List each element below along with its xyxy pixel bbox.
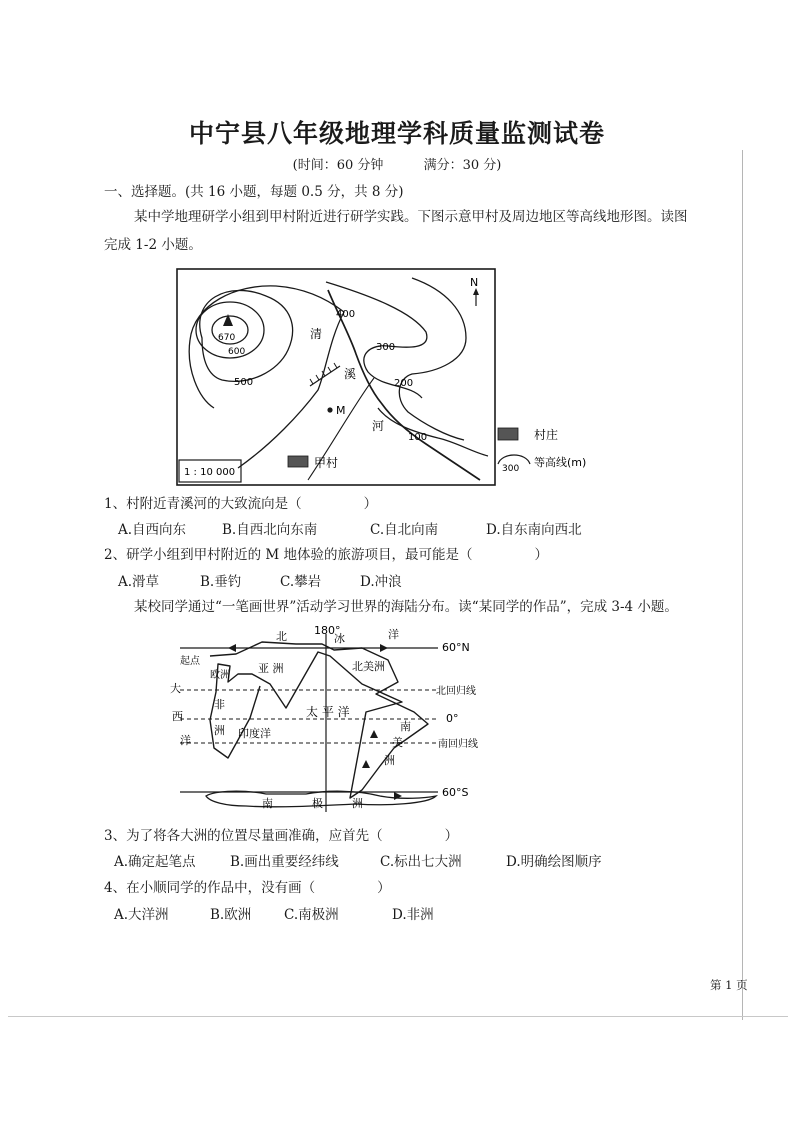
page-number: 第 1 页 — [710, 978, 748, 992]
legend-contour-label: 等高线(m) — [534, 456, 587, 469]
option-1b[interactable]: B.自西北向东南 — [222, 522, 318, 538]
question-1-close: ） — [363, 496, 378, 512]
atlantic-char-3: 洋 — [180, 734, 191, 747]
option-1d[interactable]: D.自东南向西北 — [486, 522, 582, 538]
question-4-close: ） — [377, 880, 391, 896]
scale-label: 1 : 10 000 — [184, 467, 236, 478]
option-3d[interactable]: D.明确绘图顺序 — [506, 854, 602, 870]
intro-line-1: 某中学地理研学小组到甲村附近进行研学实践。下图示意甲村及周边地区等高线地形图。读图 — [134, 209, 688, 225]
river-char-xi: 溪 — [344, 367, 357, 381]
intro-3-4: 某校同学通过“一笔画世界”活动学习世界的海陆分布。读“某同学的作品”，完成 3-4 小题。 — [134, 599, 678, 615]
point-m-label: M — [336, 404, 346, 417]
label-300: 300 — [376, 342, 396, 353]
river-char-qing: 清 — [310, 327, 323, 341]
option-4a[interactable]: A.大洋洲 — [114, 907, 169, 923]
question-4 — [104, 876, 391, 896]
lat-60s-label: 60°S — [442, 786, 469, 799]
south-america-char-2: 美 — [392, 736, 403, 749]
map-legend — [496, 424, 606, 474]
label-100: 100 — [408, 432, 428, 443]
indian-ocean-label: 印度洋 — [238, 727, 271, 740]
contour-line-400 — [189, 286, 344, 468]
africa-char-2: 洲 — [214, 724, 225, 737]
question-1 — [104, 492, 377, 512]
section-heading: 一、选择题。(共 16 小题，每题 0.5 分，共 8 分) — [104, 184, 404, 200]
arctic-char-3: 洋 — [388, 628, 399, 641]
legend-village-swatch — [498, 428, 518, 440]
tropic-s-label: 南回归线 — [438, 739, 478, 750]
exam-score: 满分：30 分) — [423, 158, 502, 173]
label-500: 500 — [234, 377, 254, 388]
antarctica-char-3: 洲 — [352, 797, 363, 810]
option-2a[interactable]: A.滑草 — [118, 574, 160, 590]
tropic-n-label: 北回归线 — [436, 686, 476, 697]
question-2 — [104, 543, 548, 563]
atlantic-char-1: 大 — [170, 682, 181, 695]
legend-contour-value: 300 — [502, 464, 520, 474]
start-label: 起点 — [180, 656, 200, 667]
option-4c[interactable]: C.南极洲 — [284, 907, 339, 923]
arctic-char-1: 北 — [276, 630, 287, 643]
page-title: 中宁县八年级地理学科质量监测试卷 — [188, 119, 605, 148]
atlantic-char-2: 西 — [172, 710, 183, 723]
village-jia-label: 甲村 — [314, 456, 339, 470]
africa-char-1: 非 — [214, 698, 225, 711]
question-4-text: 4、在小顺同学的作品中，没有画（ — [104, 880, 316, 896]
map-frame — [177, 269, 495, 485]
label-200: 200 — [394, 378, 414, 389]
south-america-char-3: 洲 — [384, 754, 395, 767]
label-670: 670 — [218, 333, 236, 343]
contour-line-200 — [399, 278, 466, 440]
intro-line-2: 完成 1-2 小题。 — [104, 237, 202, 253]
legend-village-label: 村庄 — [534, 428, 559, 442]
arrow-east-icon — [380, 644, 388, 652]
pacific-label: 太 平 洋 — [306, 705, 350, 719]
south-america-char-1: 南 — [400, 720, 411, 733]
legend-contour-swatch — [498, 455, 530, 464]
equator-label: 0° — [446, 712, 459, 725]
arrow-up-icon — [362, 760, 370, 768]
asia-label: 亚 洲 — [258, 662, 284, 675]
cliff-ticks — [310, 363, 337, 384]
north-arrow-icon — [473, 288, 479, 295]
arrow-west-icon — [228, 644, 236, 652]
meridian-180-label: 180° — [314, 624, 341, 637]
north-america-label: 北美洲 — [352, 660, 385, 673]
option-2d[interactable]: D.冲浪 — [360, 574, 402, 590]
antarctica-char-2: 极 — [312, 797, 323, 810]
question-3 — [104, 824, 458, 844]
label-600: 600 — [228, 347, 246, 357]
lat-60n-label: 60°N — [442, 641, 470, 654]
world-sketch — [166, 620, 486, 818]
one-stroke-path — [210, 642, 428, 798]
option-1c[interactable]: C.自北向南 — [370, 522, 439, 538]
north-label: N — [470, 276, 479, 289]
exam-info — [0, 154, 794, 173]
option-3a[interactable]: A.确定起笔点 — [114, 854, 196, 870]
question-1-text: 1、村附近青溪河的大致流向是（ — [104, 496, 302, 512]
question-2-close: ） — [534, 547, 548, 563]
option-2c[interactable]: C.攀岩 — [280, 574, 322, 590]
question-2-text: 2、研学小组到甲村附近的 M 地体验的旅游项目，最可能是（ — [104, 547, 473, 563]
option-3b[interactable]: B.画出重要经纬线 — [230, 854, 339, 870]
scan-edge-right — [742, 150, 743, 1020]
arrow-north-icon — [370, 730, 378, 738]
river-char-he: 河 — [372, 419, 385, 433]
exam-time: (时间：60 分钟 — [292, 158, 384, 173]
option-4d[interactable]: D.非洲 — [392, 907, 434, 923]
label-400: 400 — [336, 309, 356, 320]
europe-label: 欧洲 — [210, 670, 230, 681]
question-3-close: ） — [444, 828, 459, 844]
antarctica-char-1: 南 — [262, 797, 273, 810]
option-2b[interactable]: B.垂钓 — [200, 574, 242, 590]
option-1a[interactable]: A.自西向东 — [118, 522, 187, 538]
option-3c[interactable]: C.标出七大洲 — [380, 854, 462, 870]
point-m-marker — [327, 407, 332, 412]
contour-map — [176, 268, 496, 486]
question-3-text: 3、为了将各大洲的位置尽量画准确，应首先（ — [104, 828, 383, 844]
scan-edge-bottom — [8, 1016, 788, 1017]
village-jia-block — [288, 456, 308, 467]
arctic-char-2: 冰 — [334, 632, 345, 645]
option-4b[interactable]: B.欧洲 — [210, 907, 252, 923]
